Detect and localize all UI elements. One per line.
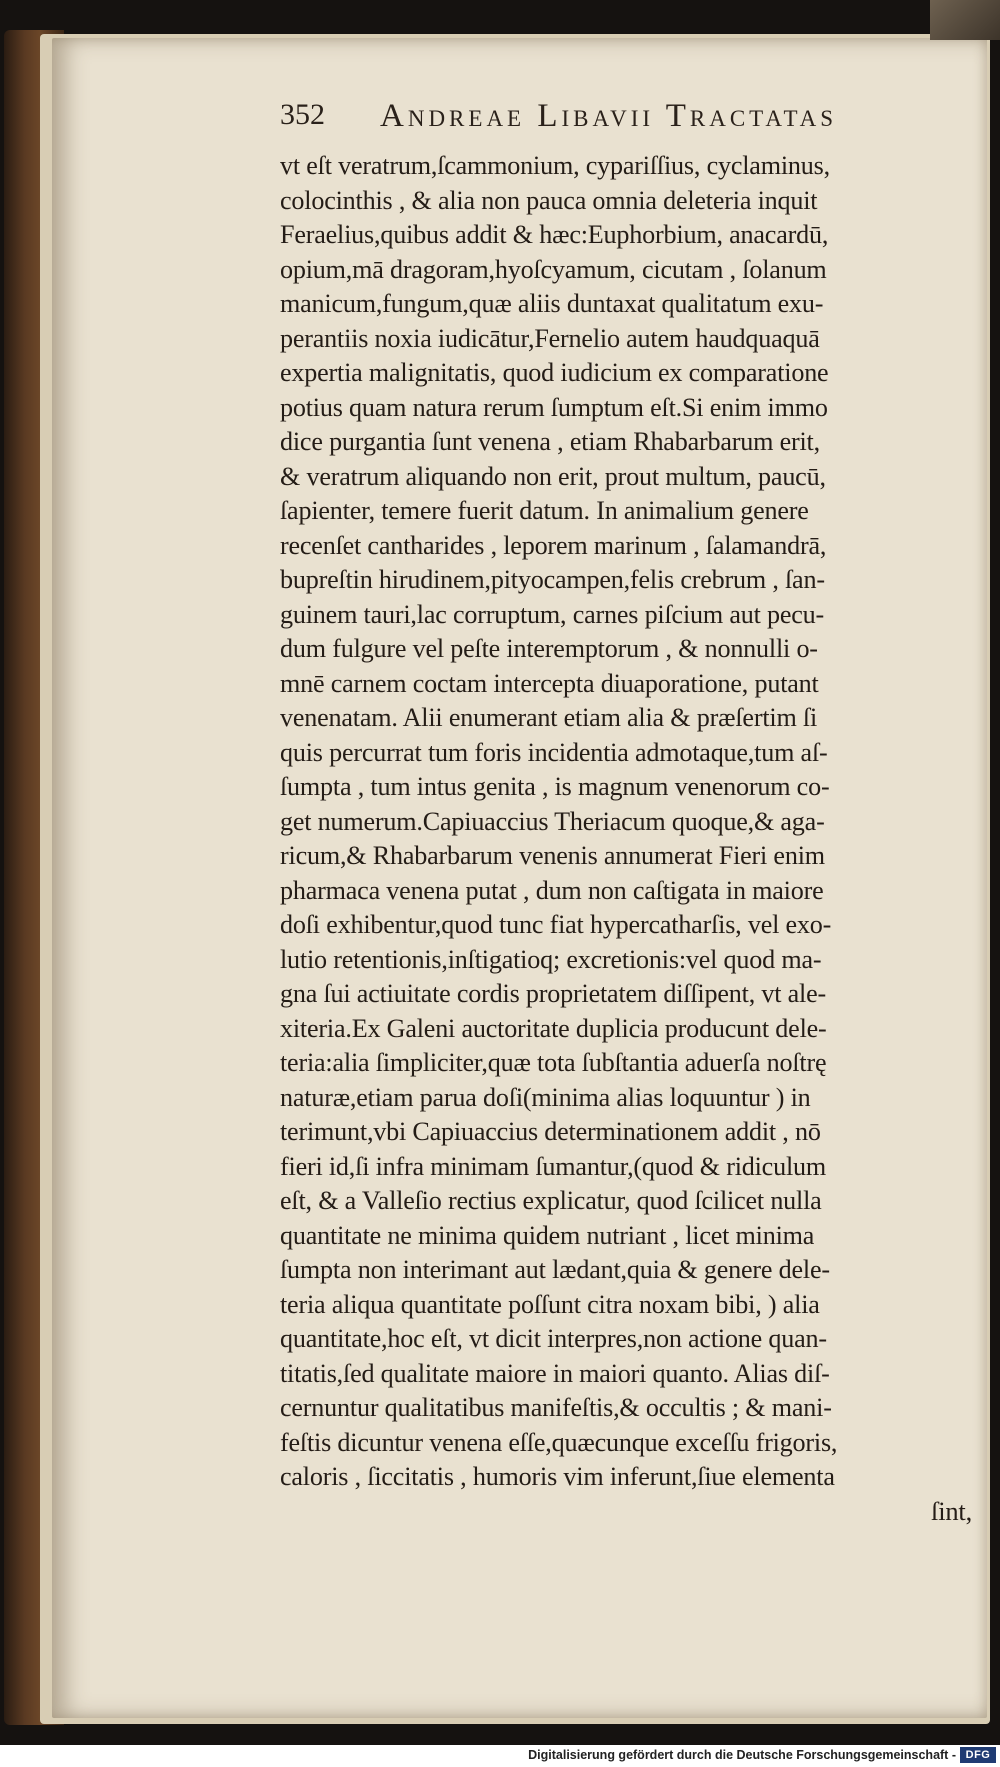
- text-line: perantiis noxia iudicātur,Fernelio autem haudquaquā: [280, 322, 820, 353]
- text-line: bupreſtin hirudinem,pityocampen,felis crebrum , ſan-: [280, 564, 825, 594]
- text-line: dice purgantia ſunt venena , etiam Rhabarbarum erit,: [280, 426, 820, 456]
- text-line: guinem tauri,lac corruptum, carnes piſcium aut pecu-: [280, 598, 825, 629]
- text-line: ſumpta non interimant aut lædant,quia & genere dele-: [280, 1254, 830, 1284]
- text-line: quantitate,hoc eſt, vt dicit interpres,non actione quan-: [280, 1323, 827, 1353]
- text-line: & veratrum aliquando non erit, prout multum, paucū,: [280, 460, 826, 491]
- dfg-logo: DFG: [960, 1747, 996, 1763]
- running-title: Andreae Libavii Tractatas: [380, 98, 838, 134]
- text-line: xiteria.Ex Galeni auctoritate duplicia producunt dele-: [280, 1012, 827, 1043]
- text-line: titatis,ſed qualitate maiore in maiori quanto. Alias diſ-: [280, 1357, 830, 1388]
- text-line: vt eſt veratrum,ſcammonium, cypariſſius, cyclaminus,: [280, 150, 830, 180]
- text-line: potius quam natura rerum ſumptum eſt.Si enim immo: [280, 391, 828, 422]
- text-line: terimunt,vbi Capiuaccius determinationem addit , nō: [280, 1116, 821, 1146]
- text-line: expertia malignitatis, quod iudicium ex comparatione: [280, 357, 829, 387]
- text-line: recenſet cantharides , leporem marinum , ſalamandrā,: [280, 529, 827, 560]
- text-line: pharmaca venena putat , dum non caſtigata in maiore: [280, 874, 824, 905]
- text-line: fieri id,ſi infra minimam ſumantur,(quod & ridiculum: [280, 1150, 827, 1181]
- catchword: ſint,: [931, 1495, 972, 1526]
- text-line: Feraelius,quibus addit & hæc:Euphorbium, anacardū,: [280, 219, 829, 249]
- running-header: [280, 98, 900, 138]
- text-line: venenatam. Alii enumerant etiam alia & præſertim ſi: [280, 702, 818, 732]
- text-line: gna ſui actiuitate cordis proprietatem diſſipent, vt ale-: [280, 978, 826, 1008]
- text-line: ricum,& Rhabarbarum venenis annumerat Fieri enim: [280, 840, 825, 870]
- text-line: quantitate ne minima quidem nutriant , licet minima: [280, 1219, 815, 1250]
- text-line: eſt, & a Valleſio rectius explicatur, quod ſcilicet nulla: [280, 1185, 822, 1215]
- text-line: lutio retentionis,inſtigatioq; excretionis:vel quod ma-: [280, 943, 822, 974]
- text-line: teria:alia ſimpliciter,quæ tota ſubſtantia aduerſa noſtrę: [280, 1047, 827, 1077]
- text-line: dum fulgure vel peſte interemptorum , & nonnulli o-: [280, 633, 818, 663]
- text-line: cernuntur qualitatibus manifeſtis,& occultis ; & mani-: [280, 1392, 832, 1422]
- footer-bar: [0, 1745, 1000, 1767]
- text-line: colocinthis , & alia non pauca omnia deleteria inquit: [280, 184, 818, 215]
- text-line: ſapienter, temere fuerit datum. In animalium genere: [280, 495, 809, 525]
- text-line: teria aliqua quantitate poſſunt citra noxam bibi, ) alia: [280, 1288, 820, 1319]
- text-line: caloris , ſiccitatis , humoris vim inferunt,ſiue elementa: [280, 1461, 835, 1491]
- text-line: manicum,fungum,quæ aliis duntaxat qualitatum exu-: [280, 288, 824, 318]
- text-line: quis percurrat tum foris incidentia admotaque,tum aſ-: [280, 736, 828, 767]
- text-line: feſtis dicuntur venena eſſe,quæcunque exceſſu frigoris,: [280, 1426, 838, 1457]
- text-line: mnē carnem coctam intercepta diuaporatione, putant: [280, 667, 819, 698]
- funding-credit: Digitalisierung gefördert durch die Deutsche Forschungsgemeinschaft -: [528, 1748, 956, 1762]
- body-text: [280, 148, 980, 1528]
- text-line: naturæ,etiam parua doſi(minima alias loquuntur ) in: [280, 1081, 811, 1112]
- text-line: opium,mā dragoram,hyoſcyamum, cicutam , ſolanum: [280, 253, 827, 284]
- page-number: 352: [280, 98, 325, 131]
- text-line: ſumpta , tum intus genita , is magnum venenorum co-: [280, 771, 830, 801]
- scan-corner: [930, 0, 1000, 40]
- text-line: doſi exhibentur,quod tunc fiat hypercatharſis, vel exo-: [280, 909, 832, 939]
- text-line: get numerum.Capiuaccius Theriacum quoque,& aga-: [280, 805, 825, 836]
